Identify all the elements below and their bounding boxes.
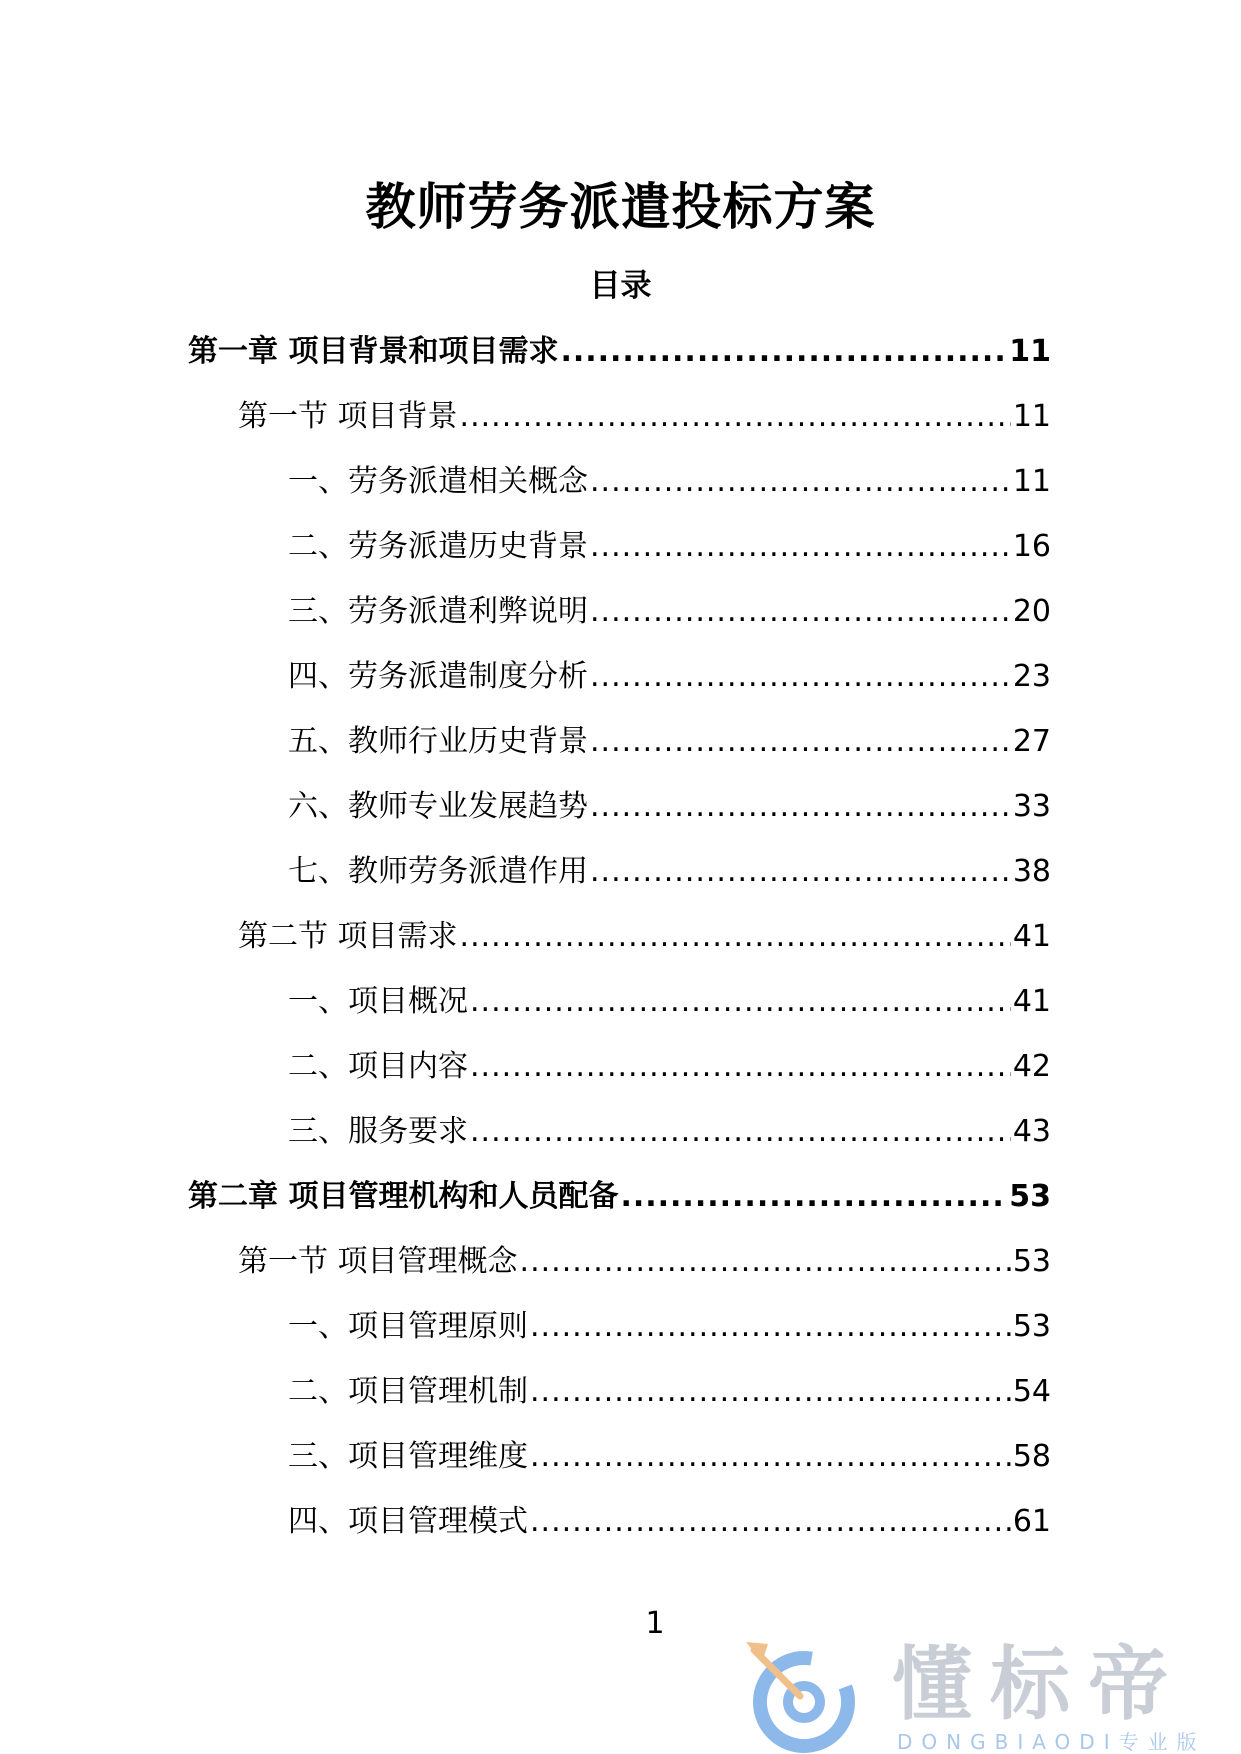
toc-dot-leader [590, 652, 1011, 702]
toc-page-number: 27 [1012, 724, 1051, 759]
toc-subsection[interactable] [188, 652, 1051, 717]
watermark-subtitle: DONGBIAODI专业版 [897, 1730, 1206, 1754]
toc-entry-label: 三、服务要求 [288, 1114, 468, 1149]
toc-subsection[interactable] [188, 847, 1051, 912]
toc-entry-label: 一、劳务派遣相关概念 [288, 464, 588, 499]
toc-page-number: 58 [1012, 1439, 1051, 1474]
watermark [742, 1630, 1241, 1754]
toc-subsection[interactable] [188, 977, 1051, 1042]
toc-subsection[interactable] [188, 782, 1051, 847]
toc-page-number: 11 [1012, 399, 1051, 434]
toc-subsection[interactable] [188, 587, 1051, 652]
toc-entry-label: 第二节 项目需求 [238, 919, 458, 954]
toc-dot-leader [590, 847, 1011, 897]
toc-page-number: 42 [1012, 1049, 1051, 1084]
toc-dot-leader [530, 1432, 1011, 1482]
toc-page-number: 61 [1012, 1504, 1051, 1539]
toc-page-number: 41 [1012, 919, 1051, 954]
toc-chapter[interactable] [188, 327, 1051, 392]
toc-entry-label: 二、项目内容 [288, 1049, 468, 1084]
toc-dot-leader [460, 392, 1011, 442]
toc-dot-leader [560, 327, 1007, 377]
toc-page-number: 43 [1012, 1114, 1051, 1149]
toc-dot-leader [460, 912, 1011, 962]
toc-dot-leader [530, 1367, 1011, 1417]
toc-subsection[interactable] [188, 457, 1051, 522]
toc-page-number: 53 [1009, 1179, 1051, 1214]
toc-dot-leader [530, 1302, 1011, 1352]
toc-page-number: 11 [1012, 464, 1051, 499]
toc-subsection[interactable] [188, 1367, 1051, 1432]
toc-dot-leader [520, 1237, 1011, 1287]
toc-entry-label: 一、项目管理原则 [288, 1309, 528, 1344]
toc-subsection[interactable] [188, 717, 1051, 782]
toc-entry-label: 第二章 项目管理机构和人员配备 [188, 1179, 619, 1214]
toc-section[interactable] [188, 1237, 1051, 1302]
toc-page-number: 16 [1012, 529, 1051, 564]
page-number: 1 [645, 1606, 665, 1641]
toc-dot-leader [620, 1172, 1007, 1222]
toc-page-number: 41 [1012, 984, 1051, 1019]
toc-entry-label: 一、项目概况 [288, 984, 468, 1019]
document-title: 教师劳务派遣投标方案 [365, 178, 876, 236]
toc-subsection[interactable] [188, 1042, 1051, 1107]
toc-entry-label: 七、教师劳务派遣作用 [288, 854, 588, 889]
toc-entry-label: 第一节 项目管理概念 [238, 1244, 518, 1279]
toc-chapter[interactable] [188, 1172, 1051, 1237]
toc-dot-leader [470, 1107, 1011, 1157]
toc-entry-label: 二、劳务派遣历史背景 [288, 529, 588, 564]
toc-page-number: 20 [1012, 594, 1051, 629]
toc-subsection[interactable] [188, 1497, 1051, 1562]
toc-dot-leader [470, 977, 1011, 1027]
toc-page-number: 53 [1012, 1244, 1051, 1279]
toc-entry-label: 三、项目管理维度 [288, 1439, 528, 1474]
toc-entry-label: 三、劳务派遣利弊说明 [288, 594, 588, 629]
toc-entry-label: 五、教师行业历史背景 [288, 724, 588, 759]
toc-page-number: 54 [1012, 1374, 1051, 1409]
toc-subsection[interactable] [188, 522, 1051, 587]
toc-dot-leader [470, 1042, 1011, 1092]
toc-subsection[interactable] [188, 1107, 1051, 1172]
toc-entry-label: 六、教师专业发展趋势 [288, 789, 588, 824]
toc-dot-leader [530, 1497, 1011, 1547]
toc-subsection[interactable] [188, 1432, 1051, 1497]
toc-dot-leader [590, 587, 1011, 637]
toc-entry-label: 四、劳务派遣制度分析 [288, 659, 588, 694]
toc-heading: 目录 [589, 268, 652, 304]
toc-section[interactable] [188, 392, 1051, 457]
toc-entry-label: 第一节 项目背景 [238, 399, 458, 434]
toc-page-number: 23 [1012, 659, 1051, 694]
table-of-contents [188, 327, 1051, 1562]
toc-section[interactable] [188, 912, 1051, 977]
toc-dot-leader [590, 457, 1011, 507]
toc-dot-leader [590, 522, 1011, 572]
toc-page-number: 11 [1009, 334, 1051, 369]
watermark-brand: 懂标帝 [892, 1638, 1186, 1731]
toc-dot-leader [590, 717, 1011, 767]
toc-subsection[interactable] [188, 1302, 1051, 1367]
toc-dot-leader [590, 782, 1011, 832]
toc-page-number: 33 [1012, 789, 1051, 824]
toc-entry-label: 四、项目管理模式 [288, 1504, 528, 1539]
toc-page-number: 53 [1012, 1309, 1051, 1344]
target-arrow-icon [742, 1630, 862, 1754]
toc-page-number: 38 [1012, 854, 1051, 889]
toc-entry-label: 二、项目管理机制 [288, 1374, 528, 1409]
toc-entry-label: 第一章 项目背景和项目需求 [188, 334, 559, 369]
